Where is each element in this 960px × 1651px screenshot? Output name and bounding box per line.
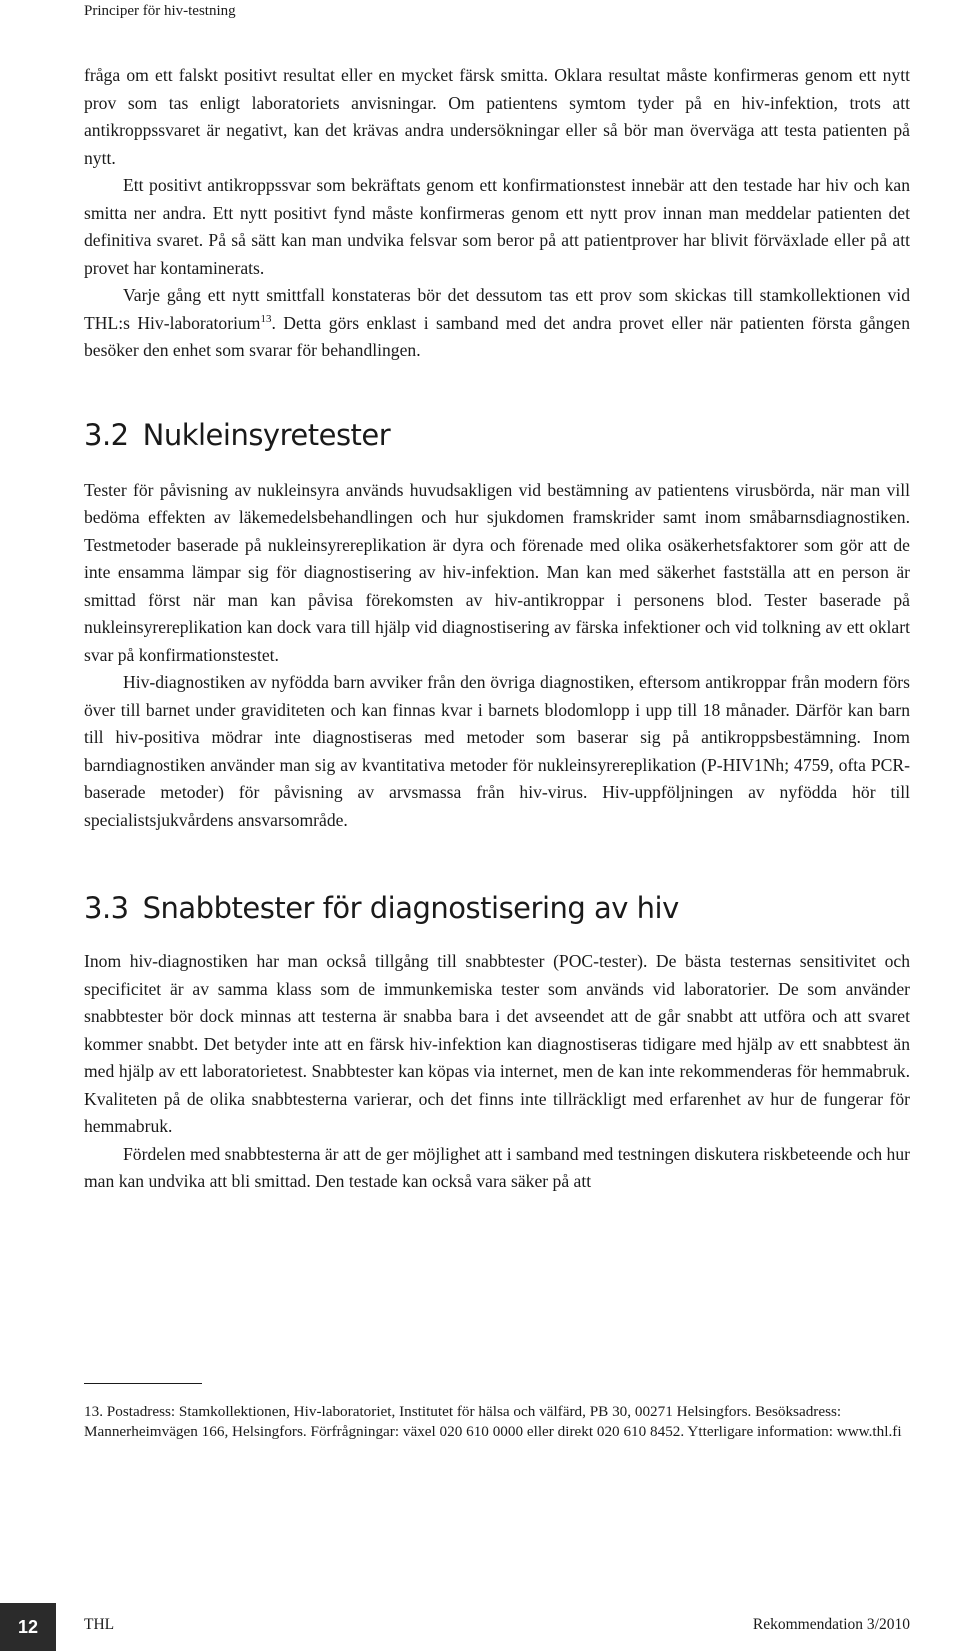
section-title: Nukleinsyretester [142,417,391,452]
section-heading-3-3 [84,888,910,928]
footnote-reference[interactable]: 13 [260,312,272,325]
section-number: 3.3 [84,891,129,925]
paragraph-newborn-diagnostics: Hiv-diagnostiken av nyfödda barn avviker från den övriga diagnostiken, eftersom antikroppar från modern förs över till barnet under graviditeten och kan finnas kvar i barnets blodomlopp i upp till 18 månader. Därför kan barn till hiv-positiva mödrar inte diagnostiseras med metoder som baserar sig på antikroppsbestämning. Inom barndiagnostiken använder man sig av kvantitativa metoder för nukleinsyrereplikation (P-HIV1Nh; 4759, ofta PCR-baserade metoder) för påvisning av arvsmassa från hiv-virus. Hiv-uppföljningen av nyfödda hör till specialistsjukvårdens ansvarsområde. [84,672,910,830]
paragraph-rapid-tests: Inom hiv-diagnostiken har man också tillgång till snabbtester (POC-tester). De bästa testernas sensitivitet och specificitet är av samma klass som de immunkemiska tester som används vid laboratorier. De som använder snabbtester bör dock minnas att testerna är snabba bara i det avseendet att de går snabbt att utföra och att svaret kommer snabbt. Det betyder inte att en färsk hiv-infektion kan diagnostiseras tidigare med hjälp av ett snabbtest än med hjälp av ett laboratorietest. Snabbtester kan köpas via internet, men de kan inte rekommenderas för hemmabruk. Kvaliteten på de olika snabbtesterna varierar, och det finns inte tillräckligt med erfarenhet av hur de fungerar för hemmabruk. [84,951,910,1136]
section-title: Snabbtester för diagnostisering av hiv [142,891,679,925]
paragraph-text: Varje gång ett nytt smittfall konstateras bör det dessutom tas ett prov som skickas till stamkollektionen vid THL:s Hiv-laboratorium [84,285,910,333]
paragraph-text: . Detta görs enklast i samband med det andra provet eller när patienten första gången besöker den enhet som svarar för behandlingen. [84,312,910,360]
page-number: 12 [0,1603,56,1651]
footnote-13: 13. Postadress: Stamkollektionen, Hiv-laboratoriet, Institutet för hälsa och välfärd, PB 30, 00271 Helsingfors. Besöksadress: Mannerheimvägen 166, Helsingfors. Förfrågningar: växel 020 610 0000 eller direkt 020 610 8452. Ytterligare information: www.thl.fi [84,1403,902,1440]
paragraph-nucleic-acid: Tester för påvisning av nukleinsyra används huvudsakligen vid bestämning av patientens virusbörda, när man vill bedöma effekten av läkemedelsbehandlingen och hur sjukdomen framskrider samt inom småbarnsdiagnostiken. Testmetoder baserade på nukleinsyrereplikation är dyra och förenade med olika osäkerhetsfaktorer som gör att de inte ensamma lämpar sig för diagnostisering av hiv-infektion. Man kan med säkerhet fastställa att en person är smittad först när man kan påvisa förekomsten av hiv-antikroppar i personens blod. Tester baserade på nukleinsyrereplikation kan dock vara till hjälp vid diagnostisering av färska infektioner och vid tolkning av ett oklart svar på konfirmationstestet. [84,479,910,665]
running-header: Principer för hiv-testning [84,3,236,19]
section-number: 3.2 [84,417,129,452]
footer-series: Rekommendation 3/2010 [752,1616,910,1633]
footer-publisher: THL [84,1616,115,1633]
footnote-divider [84,1383,202,1384]
section-heading-3-2 [84,415,910,455]
paragraph-confirmation: Ett positivt antikroppssvar som bekräftats genom ett konfirmationstest innebär att den testade har hiv och kan smitta ner andra. Ett nytt positivt fynd måste konfirmeras genom ett nytt prov innan man meddelar patienten det definitiva svaret. På så sätt kan man undvika felsvar som beror på att patientprover har blivit förväxlade eller på att provet har kontaminerats. [84,175,910,278]
paragraph-stamkollektion [84,282,910,365]
paragraph-rapid-tests-advantage: Fördelen med snabbtesterna är att de ger möjlighet att i samband med testningen diskutera riskbeteende och hur man kan undvika att bli smittad. Den testade kan också vara säker på att [84,1143,910,1191]
page-content [84,62,910,1196]
paragraph-continued: fråga om ett falskt positivt resultat eller en mycket färsk smitta. Oklara resultat måste konfirmeras genom ett nytt prov som tas enligt laboratoriets anvisningar. Om patientens symtom tyder på en hiv-infektion, trots att antikroppssvaret är negativt, kan det krävas andra undersökningar eller så bör man överväga att testa patienten på nytt. [84,65,910,168]
